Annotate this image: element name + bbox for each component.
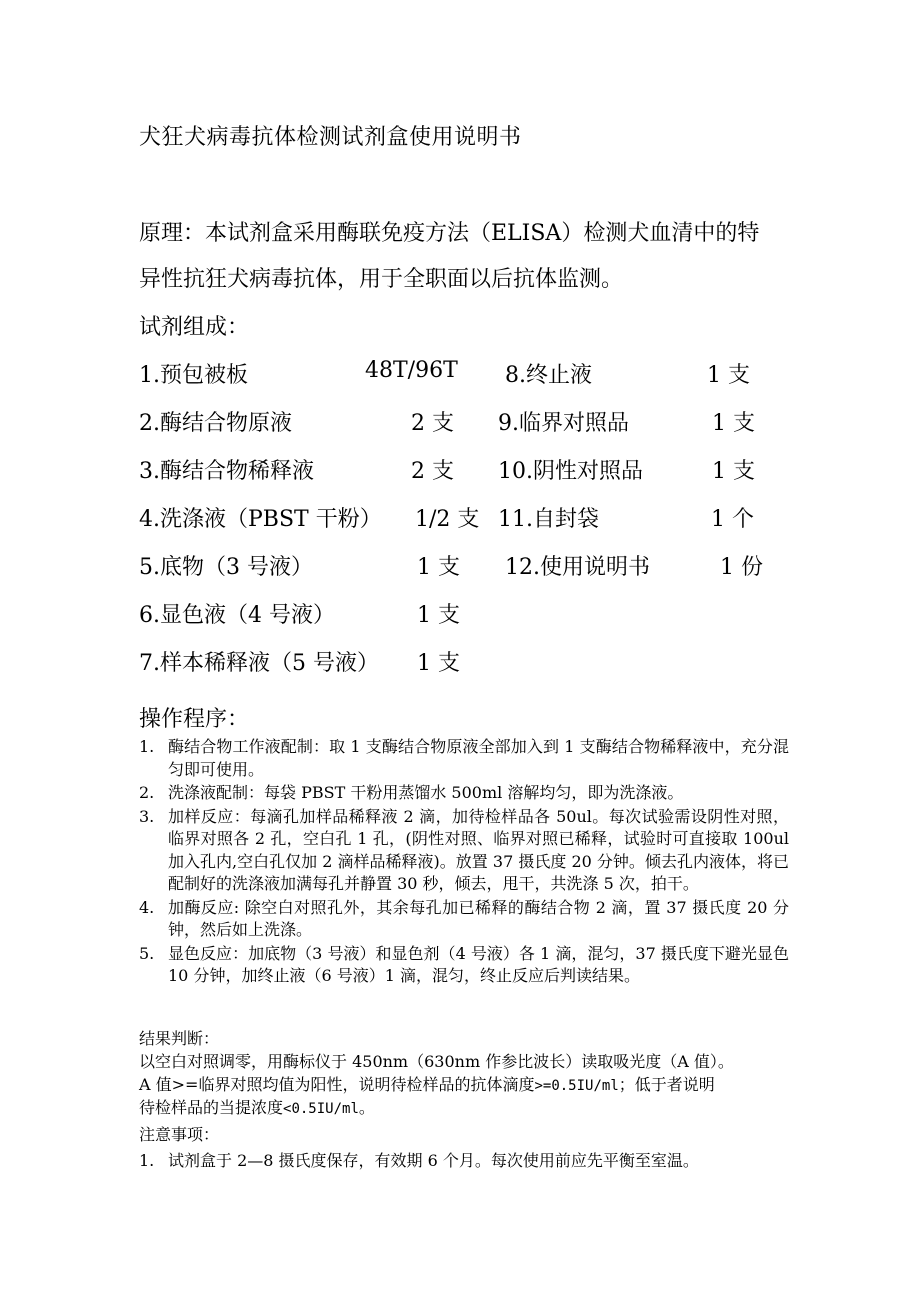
result-line-2-tail: ；低于者说明 <box>618 1075 715 1094</box>
component-name: 7.样本稀释液（5 号液） <box>139 651 379 676</box>
notes-item-text: 试剂盒于 2—8 摄氏度保存，有效期 6 个月。每次使用前应先平衡至室温。 <box>168 1151 699 1170</box>
component-qty: 48T/96T <box>365 358 458 383</box>
components-heading: 试剂组成： <box>139 315 250 340</box>
component-qty: 1 支 <box>712 411 755 436</box>
result-line-3-text: 待检样品的当提浓度 <box>139 1098 284 1117</box>
component-name: 9.临界对照品 <box>498 411 629 436</box>
component-name: 1.预包被板 <box>139 363 248 388</box>
component-qty: 1 支 <box>417 651 460 676</box>
component-row <box>139 502 799 536</box>
component-name: 5.底物（3 号液） <box>139 555 313 580</box>
result-threshold-negative: <0.5IU/ml <box>283 1101 359 1117</box>
procedure-heading: 操作程序： <box>139 707 250 732</box>
step-number: 5. <box>139 943 155 963</box>
procedure-step <box>139 897 789 942</box>
component-name: 12.使用说明书 <box>505 555 650 580</box>
component-qty: 1/2 支 <box>415 507 480 532</box>
step-number: 2. <box>139 783 155 802</box>
notes-item <box>139 1150 789 1173</box>
step-number: 3. <box>139 806 155 826</box>
component-name: 3.酶结合物稀释液 <box>139 459 314 484</box>
notes-item-number: 1. <box>139 1151 155 1170</box>
result-line-2-text: A 值>=临界对照均值为阳性，说明待检样品的抗体滴度 <box>139 1075 535 1094</box>
notes-heading: 注意事项： <box>139 1125 220 1144</box>
component-qty: 1 支 <box>707 363 750 388</box>
result-line-2 <box>139 1074 789 1098</box>
component-name: 4.洗涤液（PBST 干粉） <box>139 507 382 532</box>
component-qty: 2 支 <box>411 411 454 436</box>
component-name: 2.酶结合物原液 <box>139 411 292 436</box>
component-row <box>139 646 799 680</box>
principle-line-1: 原理：本试剂盒采用酶联免疫方法（ELISA）检测犬血清中的特 <box>139 221 760 246</box>
procedure-step <box>139 943 789 988</box>
component-row <box>139 598 799 632</box>
procedure-step <box>139 806 789 896</box>
result-threshold-positive: >=0.5IU/ml <box>534 1078 619 1094</box>
component-row <box>139 550 799 584</box>
step-text: 酶结合物工作液配制：取 1 支酶结合物原液全部加入到 1 支酶结合物稀释液中，充分混匀即可使用。 <box>168 737 789 779</box>
component-row <box>139 454 799 488</box>
component-row <box>139 406 799 440</box>
component-row <box>139 358 799 392</box>
component-name: 6.显色液（4 号液） <box>139 603 335 628</box>
component-qty: 1 份 <box>720 555 763 580</box>
component-qty: 1 支 <box>417 555 460 580</box>
result-line-3-tail: 。 <box>358 1098 375 1117</box>
component-qty: 1 支 <box>417 603 460 628</box>
step-text: 显色反应：加底物（3 号液）和显色剂（4 号液）各 1 滴，混匀，37 摄氏度下避光显色 10 分钟，加终止液（6 号液）1 滴，混匀，终止反应后判读结果。 <box>168 943 789 985</box>
procedure-step <box>139 782 789 805</box>
step-text: 加酶反应: 除空白对照孔外，其余每孔加已稀释的酶结合物 2 滴，置 37 摄氏度 20 分钟，然后如上洗涤。 <box>168 897 789 939</box>
principle-line-2: 异性抗狂犬病毒抗体，用于全职面以后抗体监测。 <box>139 267 624 292</box>
result-line-1: 以空白对照调零，用酶标仪于 450nm（630nm 作参比波长）读取吸光度（A 值）。 <box>139 1052 734 1071</box>
component-qty: 1 支 <box>712 459 755 484</box>
component-name: 10.阴性对照品 <box>498 459 643 484</box>
step-number: 1. <box>139 737 155 756</box>
result-heading: 结果判断： <box>139 1029 220 1048</box>
document-title: 犬狂犬病毒抗体检测试剂盒使用说明书 <box>139 125 522 150</box>
component-name: 8.终止液 <box>505 363 592 388</box>
component-name: 11.自封袋 <box>498 507 599 532</box>
result-line-3 <box>139 1097 789 1121</box>
step-text: 洗涤液配制：每袋 PBST 干粉用蒸馏水 500ml 溶解均匀，即为洗涤液。 <box>168 783 684 802</box>
step-text: 加样反应：每滴孔加样品稀释液 2 滴，加待检样品各 50ul。每次试验需设阴性对照，临界对照各 2 孔，空白孔 1 孔，(阴性对照、临界对照已稀释，试验时可直接取 100ul 加入孔内,空白孔仅加 2 滴样品稀释液)。放置 37 摄氏度 20 分钟。倾去孔内液体，将已配制好的洗涤液加满每孔并静置 30 秒，倾去，甩干，共洗涤 5 次，拍干。 <box>168 806 789 893</box>
procedure-steps <box>139 736 789 989</box>
component-qty: 1 个 <box>711 507 754 532</box>
procedure-step <box>139 736 789 781</box>
component-qty: 2 支 <box>411 459 454 484</box>
step-number: 4. <box>139 897 155 917</box>
